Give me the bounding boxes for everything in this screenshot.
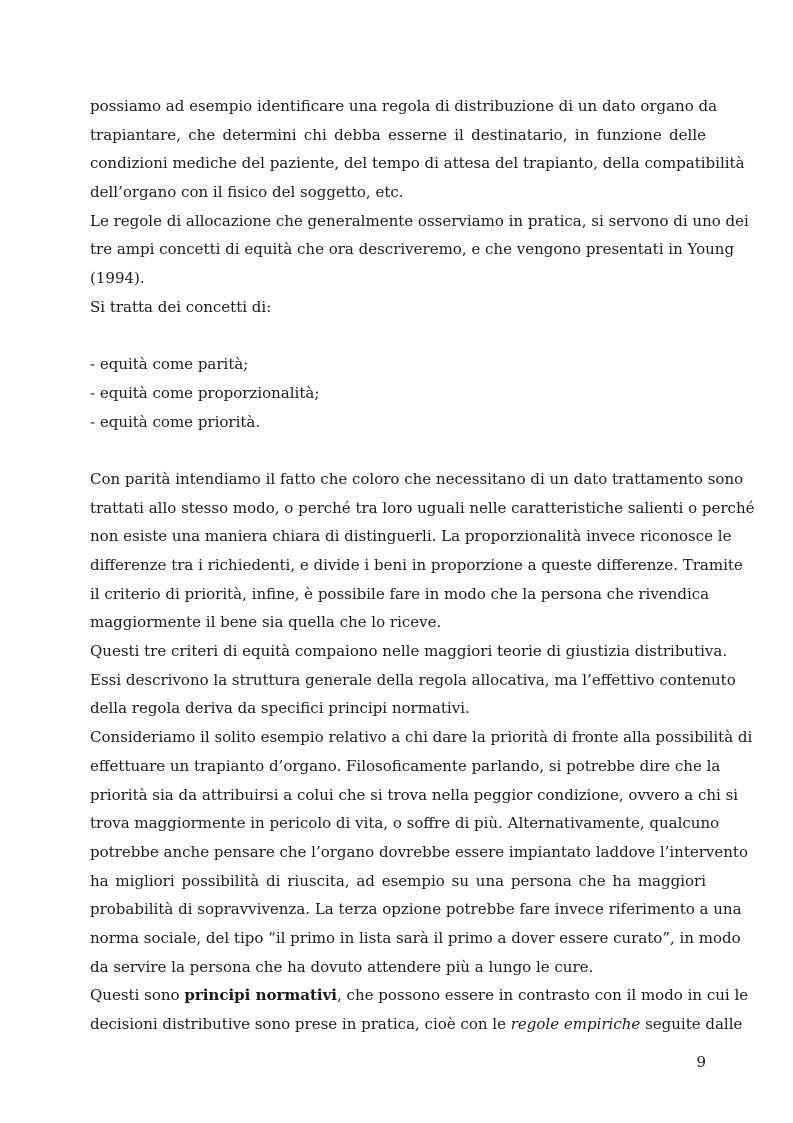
list-item: - equità come proporzionalità; (90, 383, 320, 402)
bold-term-normative-principles: principi normativi (184, 986, 338, 1005)
text-segment: seguite dalle (645, 1015, 743, 1033)
text-line: effettuare un trapianto d’organo. Filosoficamente parlando, si potrebbe dire che la (90, 756, 721, 775)
text-segment: , che possono essere in contrasto con il modo in cui le (337, 986, 749, 1005)
paragraph-normative-principles (90, 981, 749, 1038)
text-line: Essi descrivono la struttura generale della regola allocativa, ma l’effettivo contenuto (90, 670, 736, 689)
page-number: 9 (696, 1053, 706, 1071)
text-line: della regola deriva da specifici principi normativi. (90, 699, 470, 718)
equity-concepts-list (90, 350, 706, 436)
paragraph-allocation-rules (90, 207, 749, 293)
text-line: Con parità intendiamo il fatto che coloro che necessitano di un dato trattamento sono (90, 469, 744, 488)
text-line: possiamo ad esempio identificare una regola di distribuzione di un dato organo da (90, 97, 718, 115)
text-line: trattati allo stesso modo, o perché tra loro uguali nelle caratteristiche salienti o perché (90, 498, 755, 517)
text-line: da servire la persona che ha dovuto attendere più a lungo le cure. (90, 957, 594, 976)
text-line: probabilità di sopravvivenza. La terza opzione potrebbe fare invece riferimento a una (90, 900, 742, 919)
text-line: Consideriamo il solito esempio relativo a chi dare la priorità di fronte alla possibilità di (90, 728, 753, 747)
text-line: trova maggiormente in pericolo di vita, o soffre di più. Alternativamente, qualcuno (90, 814, 720, 833)
list-item: - equità come parità; (90, 355, 249, 374)
text-line: non esiste una maniera chiara di distinguerli. La proporzionalità invece riconosce le (90, 527, 732, 546)
paragraph-concepts-intro (90, 293, 706, 322)
text-line (90, 981, 749, 1010)
text-line: maggiormente il bene sia quella che lo riceve. (90, 613, 442, 632)
paragraph-transplant-example (90, 723, 753, 981)
text-line: condizioni mediche del paziente, del tempo di attesa del trapianto, della compatibilità (90, 154, 745, 173)
text-line: Si tratta dei concetti di: (90, 297, 272, 316)
text-line: Le regole di allocazione che generalmente osserviamo in pratica, si servono di uno dei (90, 211, 749, 230)
list-item: - equità come priorità. (90, 412, 261, 431)
document-page (90, 92, 755, 1039)
text-line: il criterio di priorità, infine, è possibile fare in modo che la persona che rivendica (90, 584, 710, 603)
paragraph-equity-criteria (90, 637, 736, 723)
text-line: priorità sia da attribuirsi a colui che si trova nella peggior condizione, ovvero a chi si (90, 785, 739, 804)
text-line: tre ampi concetti di equità che ora descriveremo, e che vengono presentati in Young (90, 240, 735, 259)
blank-line (90, 436, 706, 465)
text-segment: decisioni distributive sono prese in pratica, cioè con le (90, 1015, 506, 1033)
text-line: potrebbe anche pensare che l’organo dovrebbe essere impiantato laddove l’intervento (90, 842, 748, 861)
text-line: Questi tre criteri di equità compaiono nelle maggiori teorie di giustizia distributiva. (90, 642, 728, 661)
italic-term-empirical-rules: regole empiriche (510, 1015, 641, 1033)
text-line: ha migliori possibilità di riuscita, ad esempio su una persona che ha maggiori (90, 871, 706, 890)
paragraph-organ-distribution (90, 92, 745, 207)
text-segment: Questi sono (90, 986, 180, 1005)
text-line (90, 1010, 743, 1039)
text-line: (1994). (90, 269, 145, 288)
text-line: differenze tra i richiedenti, e divide i beni in proporzione a queste differenze. Tramite (90, 556, 743, 574)
paragraph-parity-definition (90, 465, 755, 637)
text-line: trapiantare, che determini chi debba esserne il destinatario, in funzione delle (90, 125, 706, 144)
blank-line (90, 322, 706, 351)
text-line: norma sociale, del tipo “il primo in lista sarà il primo a dover essere curato”, in modo (90, 928, 741, 947)
text-line: dell’organo con il fisico del soggetto, etc. (90, 183, 404, 202)
